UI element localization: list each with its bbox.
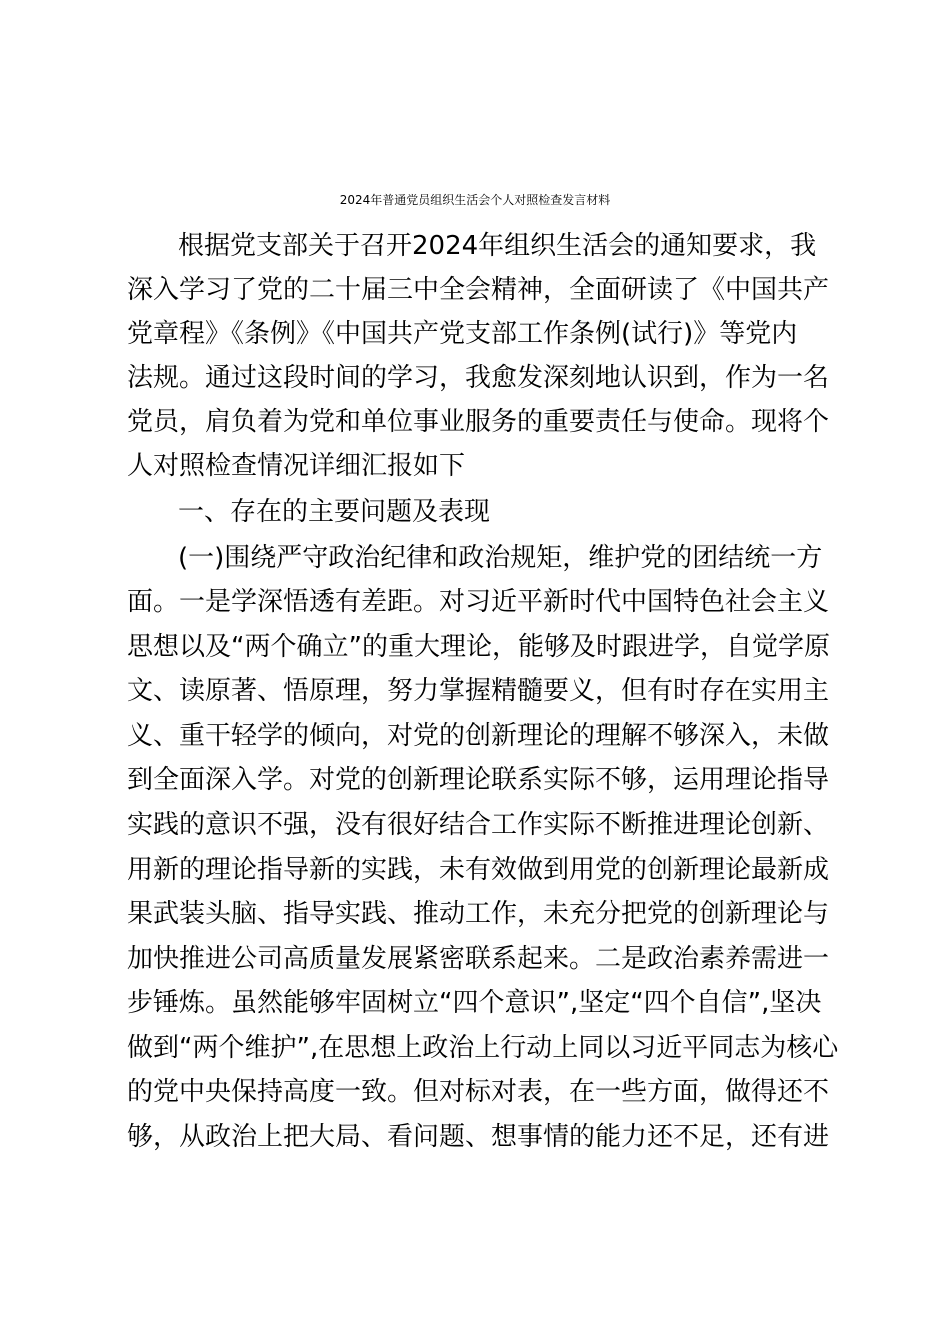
section1-line-6: 到全面深入学。对党的创新理论联系实际不够，运用理论指导 — [127, 765, 830, 795]
section1-line-13: 的党中央保持高度一致。但对标对表，在一些方面，做得还不 — [127, 1077, 830, 1107]
section1-line-2: 面。一是学深悟透有差距。对习近平新时代中国特色社会主义 — [127, 587, 830, 617]
section1-line-1: (一)围绕严守政治纪律和政治规矩，维护党的团结统一方 — [178, 543, 823, 573]
document-title: 2024年普通党员组织生活会个人对照检查发言材料 — [339, 193, 611, 207]
section1-line-7: 实践的意识不强，没有很好结合工作实际不断推进理论创新、 — [127, 810, 830, 840]
section1-line-12: 做到“两个维护”,在思想上政治上行动上同以习近平同志为核心 — [127, 1033, 839, 1063]
intro-line-6: 人对照检查情况详细汇报如下 — [127, 451, 466, 481]
intro-line-2: 深入学习了党的二十届三中全会精神，全面研读了《中国共产 — [127, 275, 830, 305]
intro-line-3: 党章程》《条例》《中国共产党支部工作条例(试行)》等党内 — [127, 319, 798, 349]
section1-line-9: 果武装头脑、指导实践、推动工作，未充分把党的创新理论与 — [127, 899, 830, 929]
intro-line-5: 党员，肩负着为党和单位事业服务的重要责任与使命。现将个 — [127, 407, 830, 437]
section1-line-3: 思想以及“两个确立”的重大理论，能够及时跟进学，自觉学原 — [127, 632, 830, 662]
intro-line-1: 根据党支部关于召开2024年组织生活会的通知要求，我 — [178, 231, 817, 261]
section1-line-10: 加快推进公司高质量发展紧密联系起来。二是政治素养需进一 — [127, 944, 830, 974]
intro-line-4: 法规。通过这段时间的学习，我愈发深刻地认识到，作为一名 — [127, 363, 830, 393]
section1-line-4: 文、读原著、悟原理，努力掌握精髓要义，但有时存在实用主 — [127, 676, 830, 706]
section1-line-5: 义、重干轻学的倾向，对党的创新理论的理解不够深入，未做 — [127, 721, 830, 751]
section1-line-14: 够，从政治上把大局、看问题、想事情的能力还不足，还有进 — [127, 1122, 830, 1152]
section1-line-8: 用新的理论指导新的实践，未有效做到用党的创新理论最新成 — [127, 855, 830, 885]
section1-line-11: 步锤炼。虽然能够牢固树立“四个意识”,坚定“四个自信”,坚决 — [127, 988, 822, 1018]
section-heading: 一、存在的主要问题及表现 — [178, 497, 491, 527]
